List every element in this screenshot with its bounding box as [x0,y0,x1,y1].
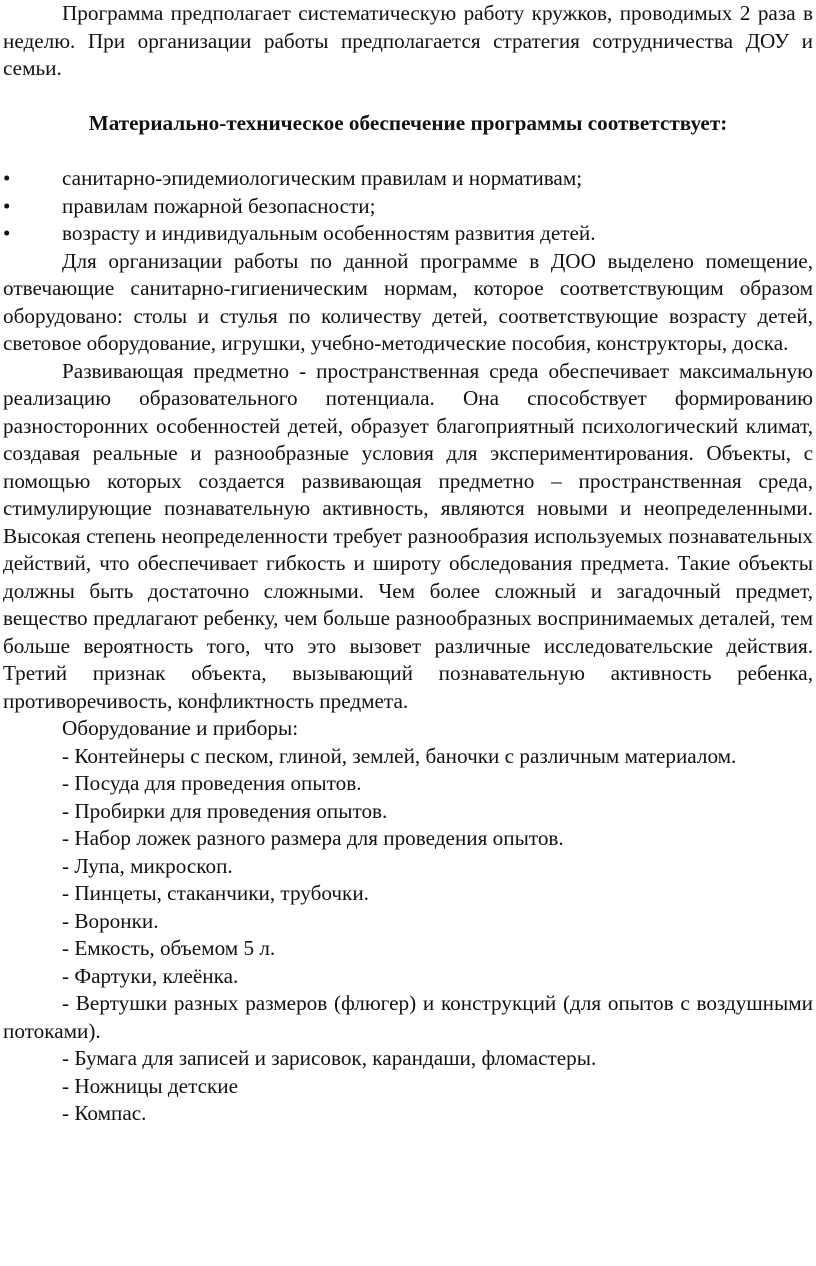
spacer [3,83,813,111]
intro-paragraph: Программа предполагает систематическую работу кружков, проводимых 2 раза в неделю. При организации работы предполагается стратегия сотрудничества ДОУ и семьи. [3,1,813,80]
bullet-mark: • [3,166,11,190]
environment-paragraph: Развивающая предметно - пространственная среда обеспечивает максимальную реализацию образовательного потенциала. Она способствует формированию разносторонних особенностей детей, образует благоприятный психологический климат, создавая реальные и разнообразные условия для экспериментирования. Объекты, с помощью которых создается развивающая предметно – пространственная среда, стимулирующие познавательную активность, являются новыми и неопределенными. Высокая степень неопределенности требует разнообразия используемых познавательных действий, что обеспечивает гибкость и широту обследования предмета. Такие объекты должны быть достаточно сложными. Чем более сложный и загадочный предмет, вещество предлагают ребенку, чем больше разнообразных воспринимаемых деталей, тем больше вероятность того, что это вызовет различные исследовательские действия. Третий признак объекта, вызывающий познавательную активность ребенка, противоречивость, конфликтность предмета. [3,358,813,713]
equipment-item: - Лупа, микроскоп. [62,853,233,878]
equipment-item: - Вертушки разных размеров (флюгер) и конструкций (для опытов с воздушными потоками). [3,991,813,1043]
equipment-title: Оборудование и приборы: [62,716,299,740]
equipment-item: - Воронки. [62,908,159,933]
bullet-text: санитарно-эпидемиологическим правилам и нормативам; [62,166,583,190]
bullet-mark: • [3,221,11,245]
equipment-item: - Пробирки для проведения опытов. [62,798,388,823]
room-paragraph: Для организации работы по данной программе в ДОО выделено помещение, отвечающие санитарно-гигиеническим нормам, которое соответствующим образом оборудовано: столы и стулья по количеству детей, соответствующие возрасту детей, световое оборудование, игрушки, учебно-методические пособия, конструкторы, доска. [3,248,813,355]
bullet-item [3,193,813,221]
spacer [3,138,813,166]
bullet-item [3,220,813,248]
equipment-item: - Бумага для записей и зарисовок, карандаши, фломастеры. [62,1046,597,1070]
equipment-item: - Набор ложек разного размера для проведения опытов. [62,826,564,850]
bullet-text: правилам пожарной безопасности; [62,193,376,218]
equipment-item: - Посуда для проведения опытов. [62,771,362,795]
equipment-item: - Емкость, объемом 5 л. [62,936,276,960]
equipment-item: - Пинцеты, стаканчики, трубочки. [62,881,369,905]
equipment-item: - Компас. [62,1101,147,1125]
equipment-item: - Ножницы детские [62,1073,239,1098]
section-heading: Материально-техническое обеспечение программы соответствует: [88,111,728,135]
bullet-item [3,165,813,193]
equipment-item: - Фартуки, клеёнка. [62,963,239,988]
bullet-mark: • [3,193,11,218]
bullet-text: возрасту и индивидуальным особенностям развития детей. [62,221,596,245]
equipment-item: - Контейнеры с песком, глиной, землей, баночки с различным материалом. [62,743,737,768]
